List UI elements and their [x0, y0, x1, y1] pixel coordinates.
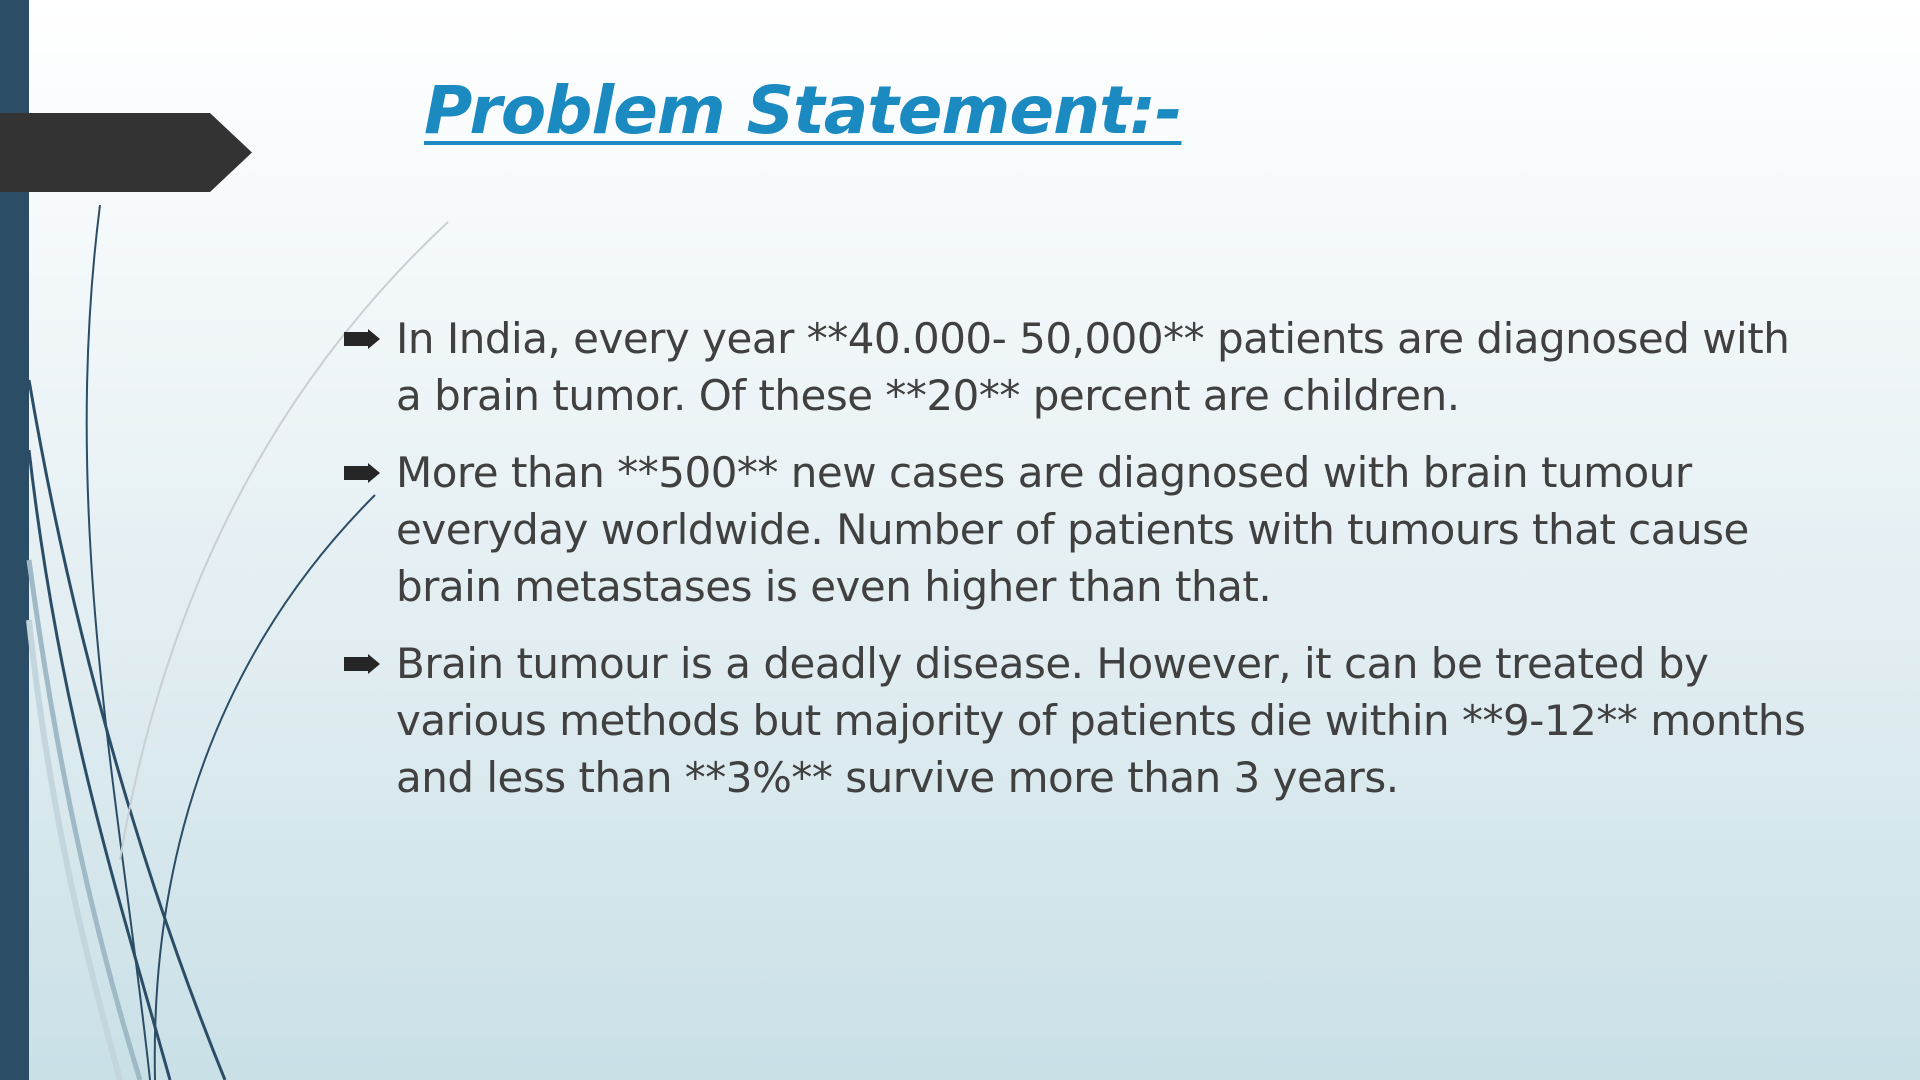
- bullet-list: [340, 310, 1820, 826]
- bullet-text: More than **500** new cases are diagnosed with brain tumour everyday worldwide. Number of patients with tumours that cause brain metastases is even higher than that.: [396, 448, 1749, 611]
- bullet-item: [340, 310, 1820, 424]
- bullet-item: [340, 635, 1820, 806]
- bullet-text: In India, every year **40.000- 50,000** patients are diagnosed with a brain tumor. Of these **20** percent are children.: [396, 314, 1790, 420]
- slide-title: Problem Statement:-: [424, 72, 1182, 149]
- arrow-bullet-icon: [344, 463, 380, 483]
- bullet-text: Brain tumour is a deadly disease. However, it can be treated by various methods but majority of patients die within **9-12** months and less than **3%** survive more than 3 years.: [396, 639, 1806, 802]
- title-arrow-tab: [0, 113, 252, 192]
- arrow-bullet-icon: [344, 654, 380, 674]
- bullet-item: [340, 444, 1820, 615]
- arrow-bullet-icon: [344, 329, 380, 349]
